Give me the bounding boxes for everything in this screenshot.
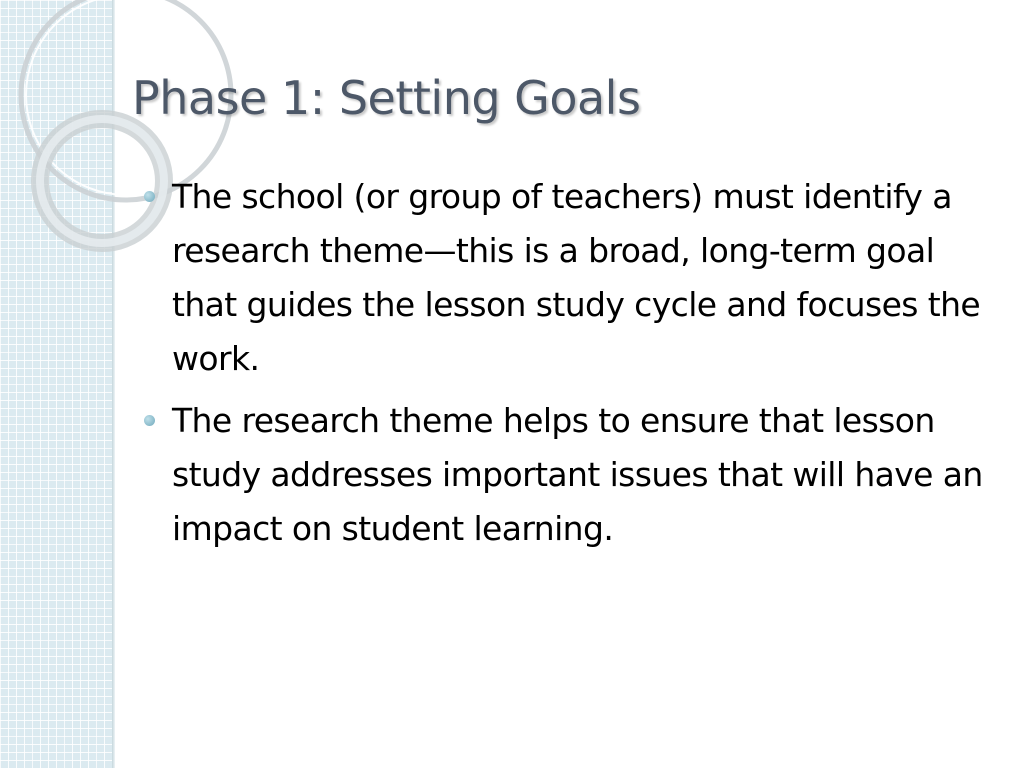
slide-title: Phase 1: Setting Goals [132,71,641,125]
bullet-dot-icon [144,415,155,426]
bullet-dot-icon [144,191,155,202]
bullet-text: The research theme helps to ensure that lesson study addresses important issues that will have an impact on student learning. [172,401,983,548]
list-item [144,394,1004,556]
list-item [144,170,1004,386]
bullet-list [144,170,1004,564]
bullet-text: The school (or group of teachers) must identify a research theme—this is a broad, long-term goal that guides the lesson study cycle and focuses the work. [172,177,981,378]
